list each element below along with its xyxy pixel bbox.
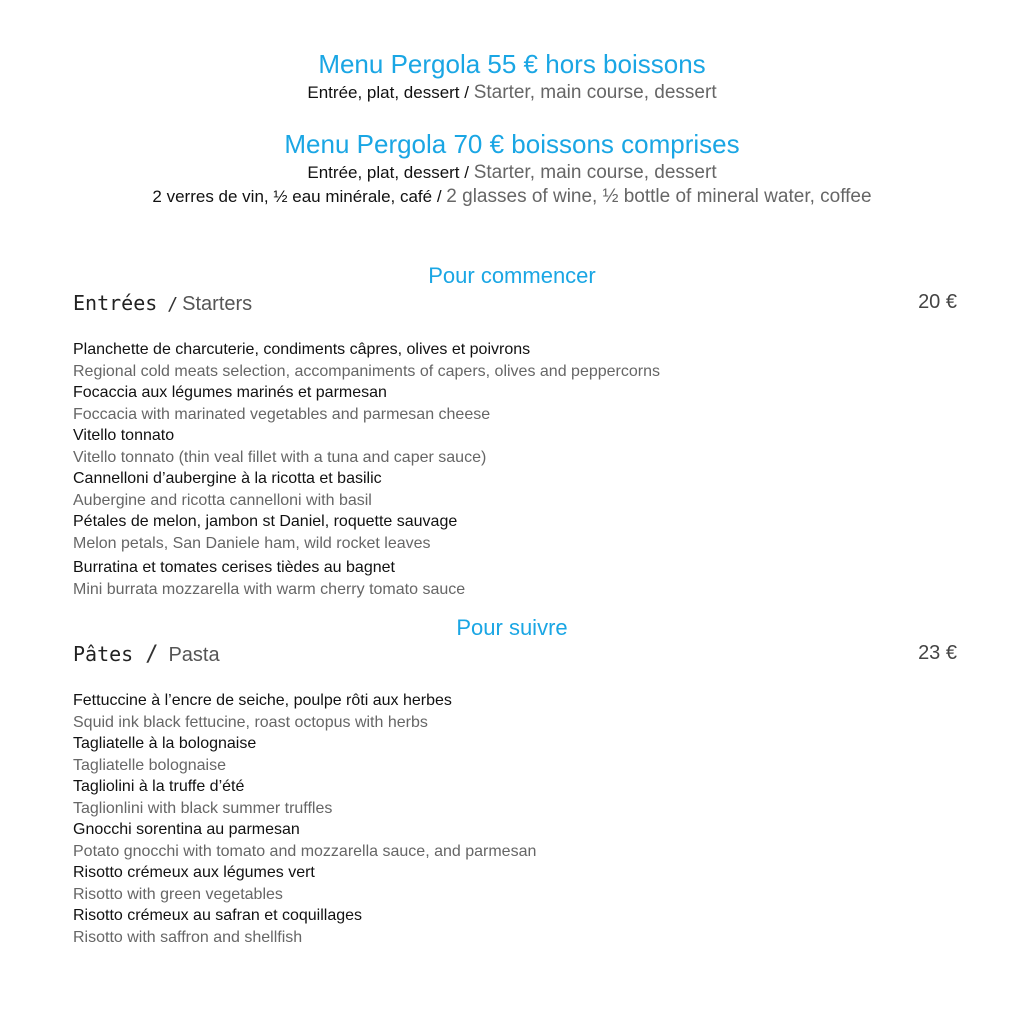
section-pour-commencer-title: Pour commencer — [428, 263, 596, 288]
dish-name-fr: Gnocchi sorentina au parmesan — [73, 821, 300, 838]
category-pasta-fr: Pâtes — [73, 642, 134, 666]
list-item — [73, 557, 953, 600]
dish-name-en: Risotto with saffron and shellfish — [73, 928, 303, 946]
category-pasta-en: Pasta — [168, 644, 220, 666]
menu-70-drinks — [0, 186, 1024, 208]
category-pasta-price: 23 € — [918, 642, 957, 664]
list-item — [73, 905, 953, 948]
dish-name-en: Tagliatelle bolognaise — [73, 756, 226, 774]
menu-70-courses-en: Starter, main course, dessert — [473, 162, 717, 183]
dish-name-fr: Burratina et tomates cerises tièdes au bagnet — [73, 559, 395, 576]
dish-name-en: Squid ink black fettucine, roast octopus with herbs — [73, 713, 428, 731]
dish-name-fr: Tagliolini à la truffe d’été — [73, 778, 245, 795]
dish-name-en: Regional cold meats selection, accompaniments of capers, olives and peppercorns — [73, 362, 660, 380]
starters-list — [73, 339, 953, 600]
dish-name-en: Vitello tonnato (thin veal fillet with a tuna and caper sauce) — [73, 448, 487, 466]
list-item — [73, 339, 953, 382]
list-item — [73, 382, 953, 425]
list-item — [73, 690, 953, 733]
dish-name-en: Taglionlini with black summer truffles — [73, 799, 333, 817]
list-item — [73, 733, 953, 776]
menu-70-drinks-en: 2 glasses of wine, ½ bottle of mineral water, coffee — [446, 186, 872, 207]
section-pour-suivre-title: Pour suivre — [456, 615, 568, 640]
dish-name-en: Aubergine and ricotta cannelloni with basil — [73, 491, 372, 509]
list-item — [73, 511, 953, 554]
menu-70-drinks-fr: 2 verres de vin, ½ eau minérale, café / — [152, 187, 442, 206]
dish-name-en: Melon petals, San Daniele ham, wild rocket leaves — [73, 534, 431, 552]
dish-name-en: Mini burrata mozzarella with warm cherry tomato sauce — [73, 580, 466, 598]
dish-name-fr: Cannelloni d’aubergine à la ricotta et basilic — [73, 470, 382, 487]
dish-name-en: Foccacia with marinated vegetables and parmesan cheese — [73, 405, 491, 423]
category-pasta-header — [73, 642, 957, 670]
category-pasta-separator: / — [145, 642, 159, 667]
menu-70-courses — [0, 162, 1024, 184]
menu-70-title: Menu Pergola 70 € boissons comprises — [284, 129, 740, 159]
dish-name-fr: Focaccia aux légumes marinés et parmesan — [73, 384, 387, 401]
menu-55-courses — [0, 82, 1024, 104]
dish-name-fr: Tagliatelle à la bolognaise — [73, 735, 257, 752]
category-starters-en: Starters — [182, 293, 253, 315]
menu-55-courses-en: Starter, main course, dessert — [473, 82, 717, 103]
menu-55-title: Menu Pergola 55 € hors boissons — [318, 49, 706, 79]
pasta-list — [73, 690, 953, 948]
dish-name-en: Risotto with green vegetables — [73, 885, 283, 903]
dish-name-fr: Planchette de charcuterie, condiments câpres, olives et poivrons — [73, 341, 531, 358]
category-starters-separator: / — [167, 294, 179, 315]
category-starters-fr: Entrées — [73, 291, 158, 315]
list-item — [73, 468, 953, 511]
dish-name-fr: Fettuccine à l’encre de seiche, poulpe rôti aux herbes — [73, 692, 452, 709]
dish-name-fr: Vitello tonnato — [73, 427, 175, 444]
menu-55-courses-fr: Entrée, plat, dessert / — [307, 83, 469, 102]
list-item — [73, 776, 953, 819]
category-starters-price: 20 € — [918, 291, 957, 313]
list-item — [73, 819, 953, 862]
category-starters-header — [73, 291, 957, 319]
dish-name-fr: Pétales de melon, jambon st Daniel, roquette sauvage — [73, 513, 458, 530]
dish-name-fr: Risotto crémeux aux légumes vert — [73, 864, 315, 881]
dish-name-en: Potato gnocchi with tomato and mozzarella sauce, and parmesan — [73, 842, 537, 860]
list-item — [73, 862, 953, 905]
menu-70-courses-fr: Entrée, plat, dessert / — [307, 163, 469, 182]
dish-name-fr: Risotto crémeux au safran et coquillages — [73, 907, 363, 924]
list-item — [73, 425, 953, 468]
